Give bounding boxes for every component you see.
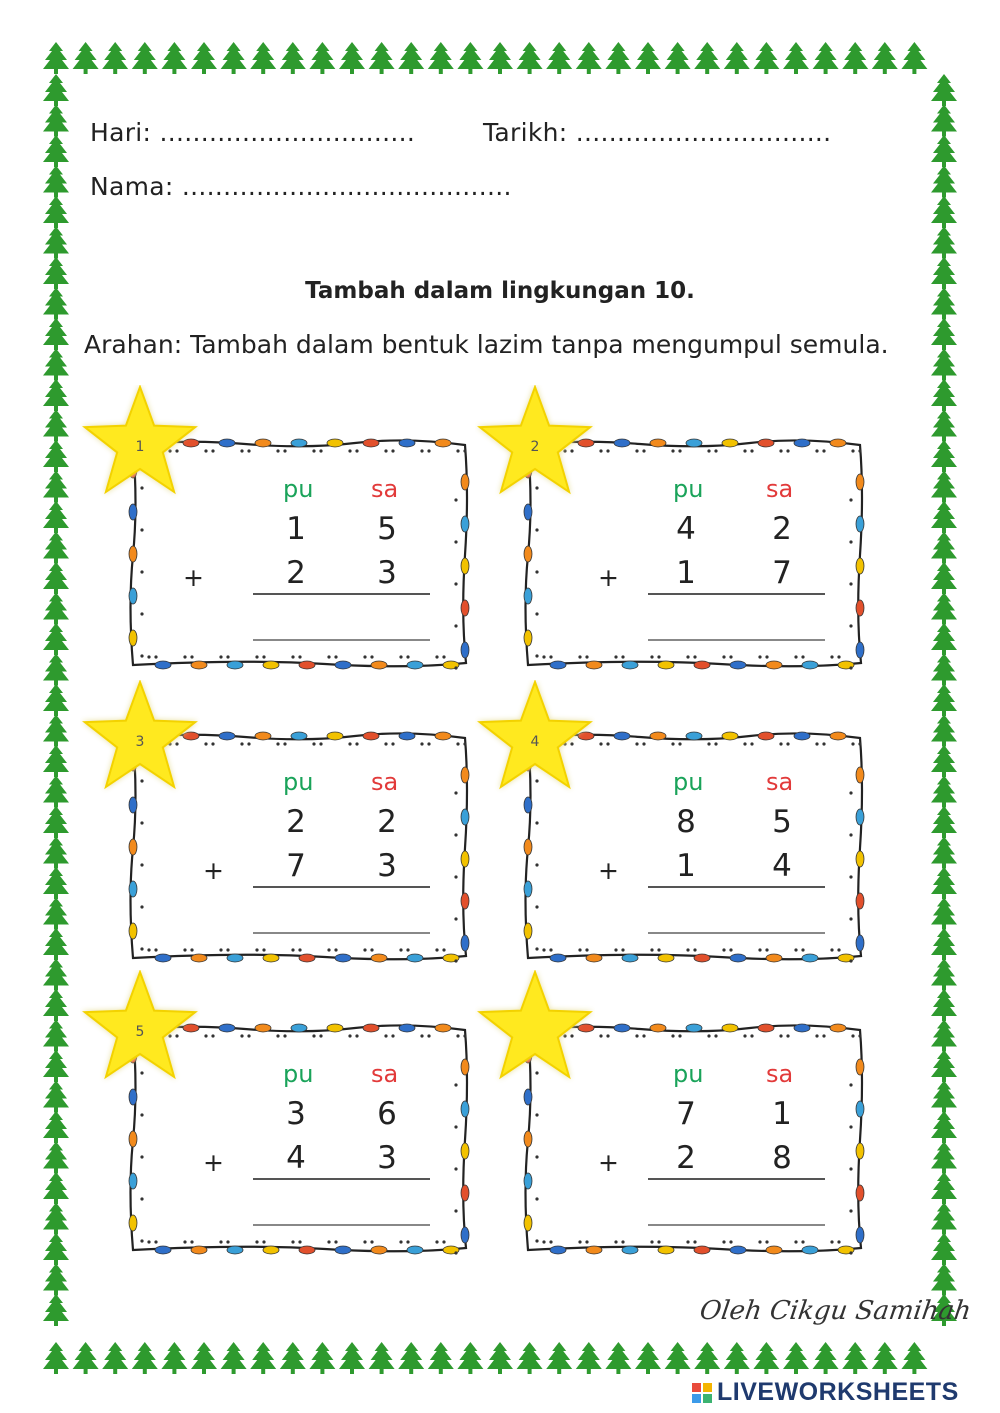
tree-icon [43,1081,69,1113]
tree-icon [931,593,957,625]
tree-icon [43,1342,69,1374]
question-star [80,385,200,509]
nama-field [90,172,512,201]
tree-icon [132,42,158,74]
tree-icon [931,745,957,777]
tree-icon [931,837,957,869]
tree-icon [931,1172,957,1204]
nama-label: Nama: [90,172,174,201]
answer-line[interactable] [648,932,825,934]
tree-icon [369,1342,395,1374]
tree-icon [43,227,69,259]
tree-icon [872,42,898,74]
tree-icon [931,1142,957,1174]
tree-icon [724,42,750,74]
tree-icon [191,42,217,74]
digit-top-ones: 1 [772,1096,792,1132]
label-puluh: pu [673,475,704,503]
instruction-text: Arahan: Tambah dalam bentuk lazim tanpa mengumpul semula. [84,330,889,359]
tree-icon [931,715,957,747]
tree-icon [43,806,69,838]
nama-dots[interactable]: ........................................ [181,172,512,201]
tree-icon [43,501,69,533]
tree-icon [931,410,957,442]
tree-icon [931,1050,957,1082]
brand-logo [692,1378,959,1407]
tree-icon [931,166,957,198]
plus-sign: + [598,1148,619,1177]
question-star [80,680,200,804]
tree-icon [43,196,69,228]
sum-line [648,886,825,888]
tree-icon [369,42,395,74]
tree-icon [43,928,69,960]
tree-icon [605,1342,631,1374]
digit-bottom-tens: 2 [286,555,306,591]
tree-icon [931,135,957,167]
tree-icon [665,1342,691,1374]
tree-icon [901,42,927,74]
label-puluh: pu [673,768,704,796]
label-puluh: pu [283,475,314,503]
digit-bottom-ones: 7 [772,555,792,591]
tree-icon [931,867,957,899]
tree-icon [931,776,957,808]
tree-icon [487,42,513,74]
tree-icon [931,227,957,259]
digit-bottom-ones: 3 [377,848,397,884]
question-number: 4 [530,734,540,750]
tree-icon [250,1342,276,1374]
digit-top-tens: 7 [676,1096,696,1132]
hari-label: Hari: [90,118,152,147]
tree-icon [635,42,661,74]
hari-field [90,118,415,147]
question-number: 2 [530,439,540,455]
label-sa: sa [766,1060,794,1088]
tree-icon [931,1081,957,1113]
label-sa: sa [766,475,794,503]
tree-icon [605,42,631,74]
answer-line[interactable] [253,1224,430,1226]
tree-icon [102,42,128,74]
tree-icon [457,42,483,74]
digit-bottom-ones: 8 [772,1140,792,1176]
tree-icon [783,42,809,74]
tree-icon [398,42,424,74]
tree-icon [931,623,957,655]
digit-top-ones: 2 [772,511,792,547]
digit-bottom-tens: 7 [286,848,306,884]
tree-icon [753,1342,779,1374]
answer-line[interactable] [253,639,430,641]
tree-icon [221,1342,247,1374]
tree-icon [457,1342,483,1374]
tree-icon [931,562,957,594]
digit-top-ones: 2 [377,804,397,840]
tarikh-dots[interactable]: ............................... [575,118,832,147]
tree-icon [43,105,69,137]
tree-icon [43,410,69,442]
tree-icon [931,806,957,838]
tree-icon [43,562,69,594]
tree-icon [398,1342,424,1374]
tree-icon [724,1342,750,1374]
tree-icon [931,684,957,716]
hari-dots[interactable]: ............................... [159,118,416,147]
label-puluh: pu [283,768,314,796]
digit-bottom-ones: 3 [377,1140,397,1176]
label-puluh: pu [283,1060,314,1088]
digit-top-tens: 4 [676,511,696,547]
brand-mark-icon [692,1383,712,1403]
tree-icon [665,42,691,74]
tree-icon [931,654,957,686]
tree-icon [931,501,957,533]
tree-icon [842,42,868,74]
tree-icon [280,42,306,74]
tree-icon [43,898,69,930]
tree-icon [931,379,957,411]
tree-icon [931,532,957,564]
tree-icon [43,318,69,350]
tree-icon [576,1342,602,1374]
tree-icon [43,349,69,381]
tree-icon [43,1020,69,1052]
tree-icon [931,959,957,991]
sum-line [253,593,430,595]
tree-icon [813,1342,839,1374]
digit-top-tens: 8 [676,804,696,840]
label-sa: sa [371,475,399,503]
question-number: 5 [135,1024,145,1040]
tree-icon [43,776,69,808]
tree-icon [43,684,69,716]
star-icon [475,970,595,1090]
digit-bottom-tens: 4 [286,1140,306,1176]
tree-icon [102,1342,128,1374]
tree-icon [43,1111,69,1143]
tree-icon [931,349,957,381]
digit-bottom-tens: 1 [676,848,696,884]
tree-icon [43,989,69,1021]
tree-icon [161,42,187,74]
tree-icon [931,471,957,503]
question-star [475,970,595,1094]
tree-icon [576,42,602,74]
tree-icon [517,1342,543,1374]
tree-icon [43,42,69,74]
tree-icon [872,1342,898,1374]
tree-icon [43,593,69,625]
plus-sign: + [203,856,224,885]
tree-icon [43,715,69,747]
tree-icon [43,1172,69,1204]
tree-icon [931,1203,957,1235]
question-star [80,970,200,1094]
tree-icon [43,379,69,411]
label-sa: sa [371,1060,399,1088]
tree-icon [43,74,69,106]
sum-line [648,1178,825,1180]
label-sa: sa [371,768,399,796]
tree-icon [931,898,957,930]
tree-icon [931,440,957,472]
tree-icon [901,1342,927,1374]
tree-icon [931,1020,957,1052]
sum-line [648,593,825,595]
plus-sign: + [183,563,204,592]
tree-icon [309,42,335,74]
tree-icon [517,42,543,74]
tree-icon [339,1342,365,1374]
tree-icon [43,440,69,472]
tree-icon [931,1111,957,1143]
author-signature: Oleh Cikgu Samihah [697,1296,974,1326]
tree-icon [43,1294,69,1326]
question-star [475,385,595,509]
tree-icon [43,837,69,869]
plus-sign: + [203,1148,224,1177]
digit-bottom-tens: 1 [676,555,696,591]
tree-icon [221,42,247,74]
worksheet-title: Tambah dalam lingkungan 10. [305,278,695,304]
question-star [475,680,595,804]
tarikh-label: Tarikh: [483,118,568,147]
answer-line[interactable] [253,932,430,934]
tree-icon [842,1342,868,1374]
tree-icon [43,867,69,899]
tree-icon [43,623,69,655]
tree-icon [309,1342,335,1374]
sum-line [253,886,430,888]
tree-icon [931,74,957,106]
tree-icon [487,1342,513,1374]
digit-bottom-ones: 3 [377,555,397,591]
tree-icon [191,1342,217,1374]
tree-icon [43,1203,69,1235]
digit-top-tens: 3 [286,1096,306,1132]
tree-icon [280,1342,306,1374]
digit-bottom-tens: 2 [676,1140,696,1176]
tarikh-field [483,118,831,147]
question-number: 1 [135,439,145,455]
label-puluh: pu [673,1060,704,1088]
tree-icon [635,1342,661,1374]
tree-icon [428,1342,454,1374]
tree-icon [931,928,957,960]
tree-icon [339,42,365,74]
tree-icon [43,1264,69,1296]
tree-icon [73,42,99,74]
label-sa: sa [766,768,794,796]
answer-line[interactable] [648,1224,825,1226]
tree-icon [428,42,454,74]
digit-top-tens: 1 [286,511,306,547]
plus-sign: + [598,856,619,885]
tree-icon [546,1342,572,1374]
tree-icon [43,471,69,503]
digit-top-ones: 6 [377,1096,397,1132]
tree-icon [931,1233,957,1265]
tree-icon [813,42,839,74]
question-number: 3 [135,734,145,750]
tree-icon [43,745,69,777]
tree-icon [931,196,957,228]
tree-icon [43,135,69,167]
tree-icon [694,42,720,74]
tree-icon [783,1342,809,1374]
tree-icon [694,1342,720,1374]
tree-icon [43,1233,69,1265]
tree-icon [546,42,572,74]
tree-icon [931,989,957,1021]
brand-name: LIVEWORKSHEETS [717,1378,959,1406]
tree-icon [43,654,69,686]
digit-top-ones: 5 [772,804,792,840]
tree-icon [73,1342,99,1374]
digit-bottom-ones: 4 [772,848,792,884]
tree-icon [931,318,957,350]
tree-icon [931,105,957,137]
answer-line[interactable] [648,639,825,641]
tree-icon [753,42,779,74]
tree-icon [132,1342,158,1374]
digit-top-tens: 2 [286,804,306,840]
sum-line [253,1178,430,1180]
tree-icon [43,1050,69,1082]
plus-sign: + [598,563,619,592]
tree-icon [43,532,69,564]
tree-icon [43,1142,69,1174]
tree-icon [43,166,69,198]
tree-icon [161,1342,187,1374]
tree-icon [250,42,276,74]
tree-icon [43,959,69,991]
tree-icon [931,1264,957,1296]
digit-top-ones: 5 [377,511,397,547]
